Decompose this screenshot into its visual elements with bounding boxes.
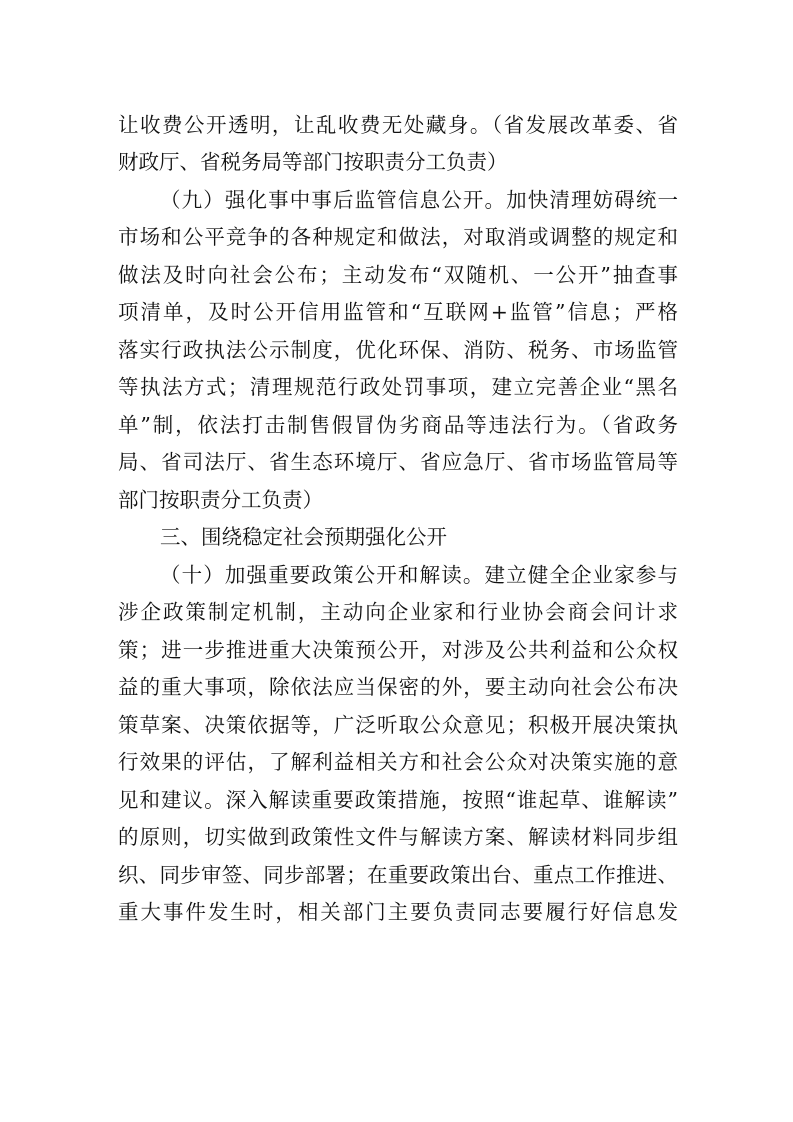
text-line: 让收费公开透明，让乱收费无处藏身。（省发展改革委、省 — [118, 113, 678, 137]
text-line: 做法及时向社会公布；主动发布“双随机、一公开”抽查事 — [118, 263, 678, 287]
text-line: 项清单，及时公开信用监管和“互联网+监管”信息；严格 — [118, 300, 678, 324]
text-line: 的原则，切实做到政策性文件与解读方案、解读材料同步组 — [118, 825, 678, 849]
text-line: 财政厅、省税务局等部门按职责分工负责） — [118, 150, 508, 174]
text-line: 等执法方式；清理规范行政处罚事项，建立完善企业“黑名 — [118, 375, 678, 399]
text-line: 单”制，依法打击制售假冒伪劣商品等违法行为。（省政务 — [118, 413, 678, 437]
section-heading: 三、围绕稳定社会预期强化公开 — [160, 525, 447, 549]
text-line: 落实行政执法公示制度，优化环保、消防、税务、市场监管 — [118, 338, 678, 362]
text-line: 局、省司法厅、省生态环境厅、省应急厅、省市场监管局等 — [118, 450, 678, 474]
text-line: （九）强化事中事后监管信息公开。加快清理妨碍统一 — [160, 188, 678, 212]
text-line: 市场和公平竞争的各种规定和做法，对取消或调整的规定和 — [118, 225, 678, 249]
text-line: 策草案、决策依据等，广泛听取公众意见；积极开展决策执 — [118, 713, 678, 737]
text-line: 部门按职责分工负责） — [118, 488, 323, 512]
text-line: 重大事件发生时，相关部门主要负责同志要履行好信息发 — [118, 900, 678, 924]
text-line: 行效果的评估，了解利益相关方和社会公众对决策实施的意 — [118, 750, 678, 774]
text-line: （十）加强重要政策公开和解读。建立健全企业家参与 — [160, 563, 678, 587]
text-line: 织、同步审签、同步部署；在重要政策出台、重点工作推进、 — [118, 863, 678, 887]
text-line: 益的重大事项，除依法应当保密的外，要主动向社会公布决 — [118, 675, 678, 699]
text-line: 策；进一步推进重大决策预公开，对涉及公共利益和公众权 — [118, 638, 678, 662]
text-line: 涉企政策制定机制，主动向企业家和行业协会商会问计求 — [118, 600, 678, 624]
text-line: 见和建议。深入解读重要政策措施，按照“谁起草、谁解读” — [118, 788, 678, 812]
